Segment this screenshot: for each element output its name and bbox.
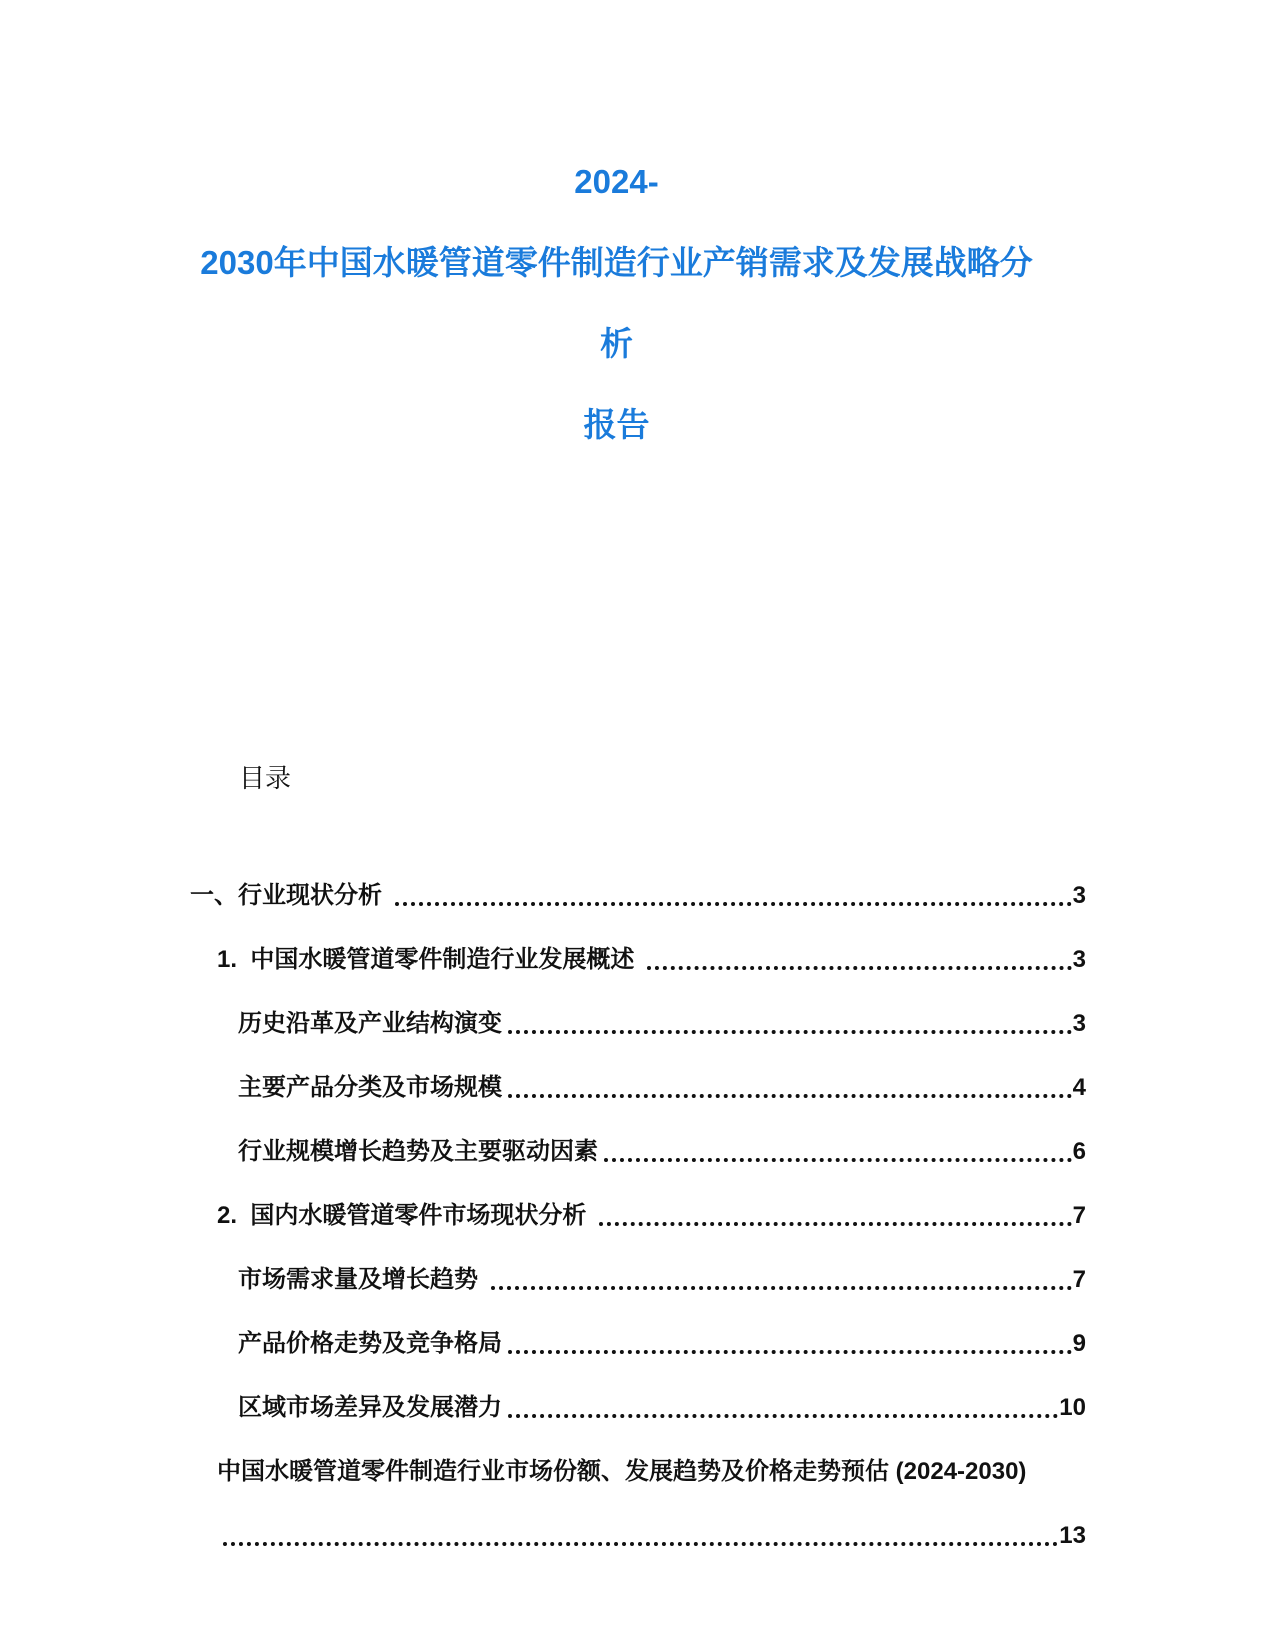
dot-leader	[508, 1414, 1058, 1418]
toc-entry-text: 一、行业现状分析	[190, 882, 389, 909]
toc-page-number: 13	[1059, 1522, 1086, 1549]
toc-page-number: 10	[1059, 1394, 1086, 1421]
toc-entry[interactable]	[190, 1007, 1086, 1041]
dot-leader	[508, 1094, 1072, 1098]
toc-entry-text: 主要产品分类及市场规模	[238, 1074, 502, 1101]
toc-entry[interactable]	[190, 1455, 1086, 1489]
report-title	[190, 141, 1043, 465]
toc-entry[interactable]	[190, 1519, 1086, 1553]
dot-leader	[604, 1158, 1072, 1162]
toc-entry-text: 区域市场差异及发展潜力	[238, 1394, 502, 1421]
toc-entry[interactable]	[190, 1391, 1086, 1425]
dot-leader	[599, 1222, 1072, 1226]
dot-leader	[491, 1286, 1072, 1290]
toc-entry[interactable]	[190, 1071, 1086, 1105]
dot-leader	[223, 1542, 1058, 1546]
toc-entry[interactable]	[190, 1135, 1086, 1169]
report-title-line: 2030年中国水暖管道零件制造行业产销需求及发展战略分析	[200, 244, 1033, 362]
toc-page-number: 7	[1072, 1266, 1086, 1293]
toc-entry-text: 行业规模增长趋势及主要驱动因素	[238, 1138, 598, 1165]
toc-page-number: 3	[1072, 946, 1086, 973]
toc-page-number: 4	[1072, 1074, 1086, 1101]
dot-leader	[395, 902, 1072, 906]
toc-entry-text: 产品价格走势及竞争格局	[238, 1330, 502, 1357]
report-title-line: 报告	[583, 406, 650, 443]
toc-page-number: 3	[1072, 882, 1086, 909]
toc-entry-text: 2. 国内水暖管道零件市场现状分析	[217, 1202, 594, 1229]
dot-leader	[647, 966, 1072, 970]
toc-entry-text: 市场需求量及增长趋势	[238, 1266, 485, 1293]
toc-entry-text: 历史沿革及产业结构演变	[238, 1010, 502, 1037]
toc-entry[interactable]	[190, 1263, 1086, 1297]
dot-leader	[508, 1350, 1072, 1354]
toc-page-number: 6	[1072, 1138, 1086, 1165]
toc-heading: 目录	[239, 763, 292, 793]
toc-entry[interactable]	[190, 1327, 1086, 1361]
table-of-contents	[190, 879, 1086, 1553]
toc-entry-text: 中国水暖管道零件制造行业市场份额、发展趋势及价格走势预估 (2024-2030)	[217, 1458, 1027, 1485]
dot-leader	[508, 1030, 1072, 1034]
toc-page-number: 7	[1072, 1202, 1086, 1229]
toc-entry[interactable]	[190, 1199, 1086, 1233]
toc-entry[interactable]	[190, 879, 1086, 913]
toc-page-number: 3	[1072, 1010, 1086, 1037]
toc-page-number: 9	[1072, 1330, 1086, 1357]
toc-entry[interactable]	[190, 943, 1086, 977]
toc-entry-text: 1. 中国水暖管道零件制造行业发展概述	[217, 946, 642, 973]
report-title-line: 2024-	[574, 163, 659, 200]
